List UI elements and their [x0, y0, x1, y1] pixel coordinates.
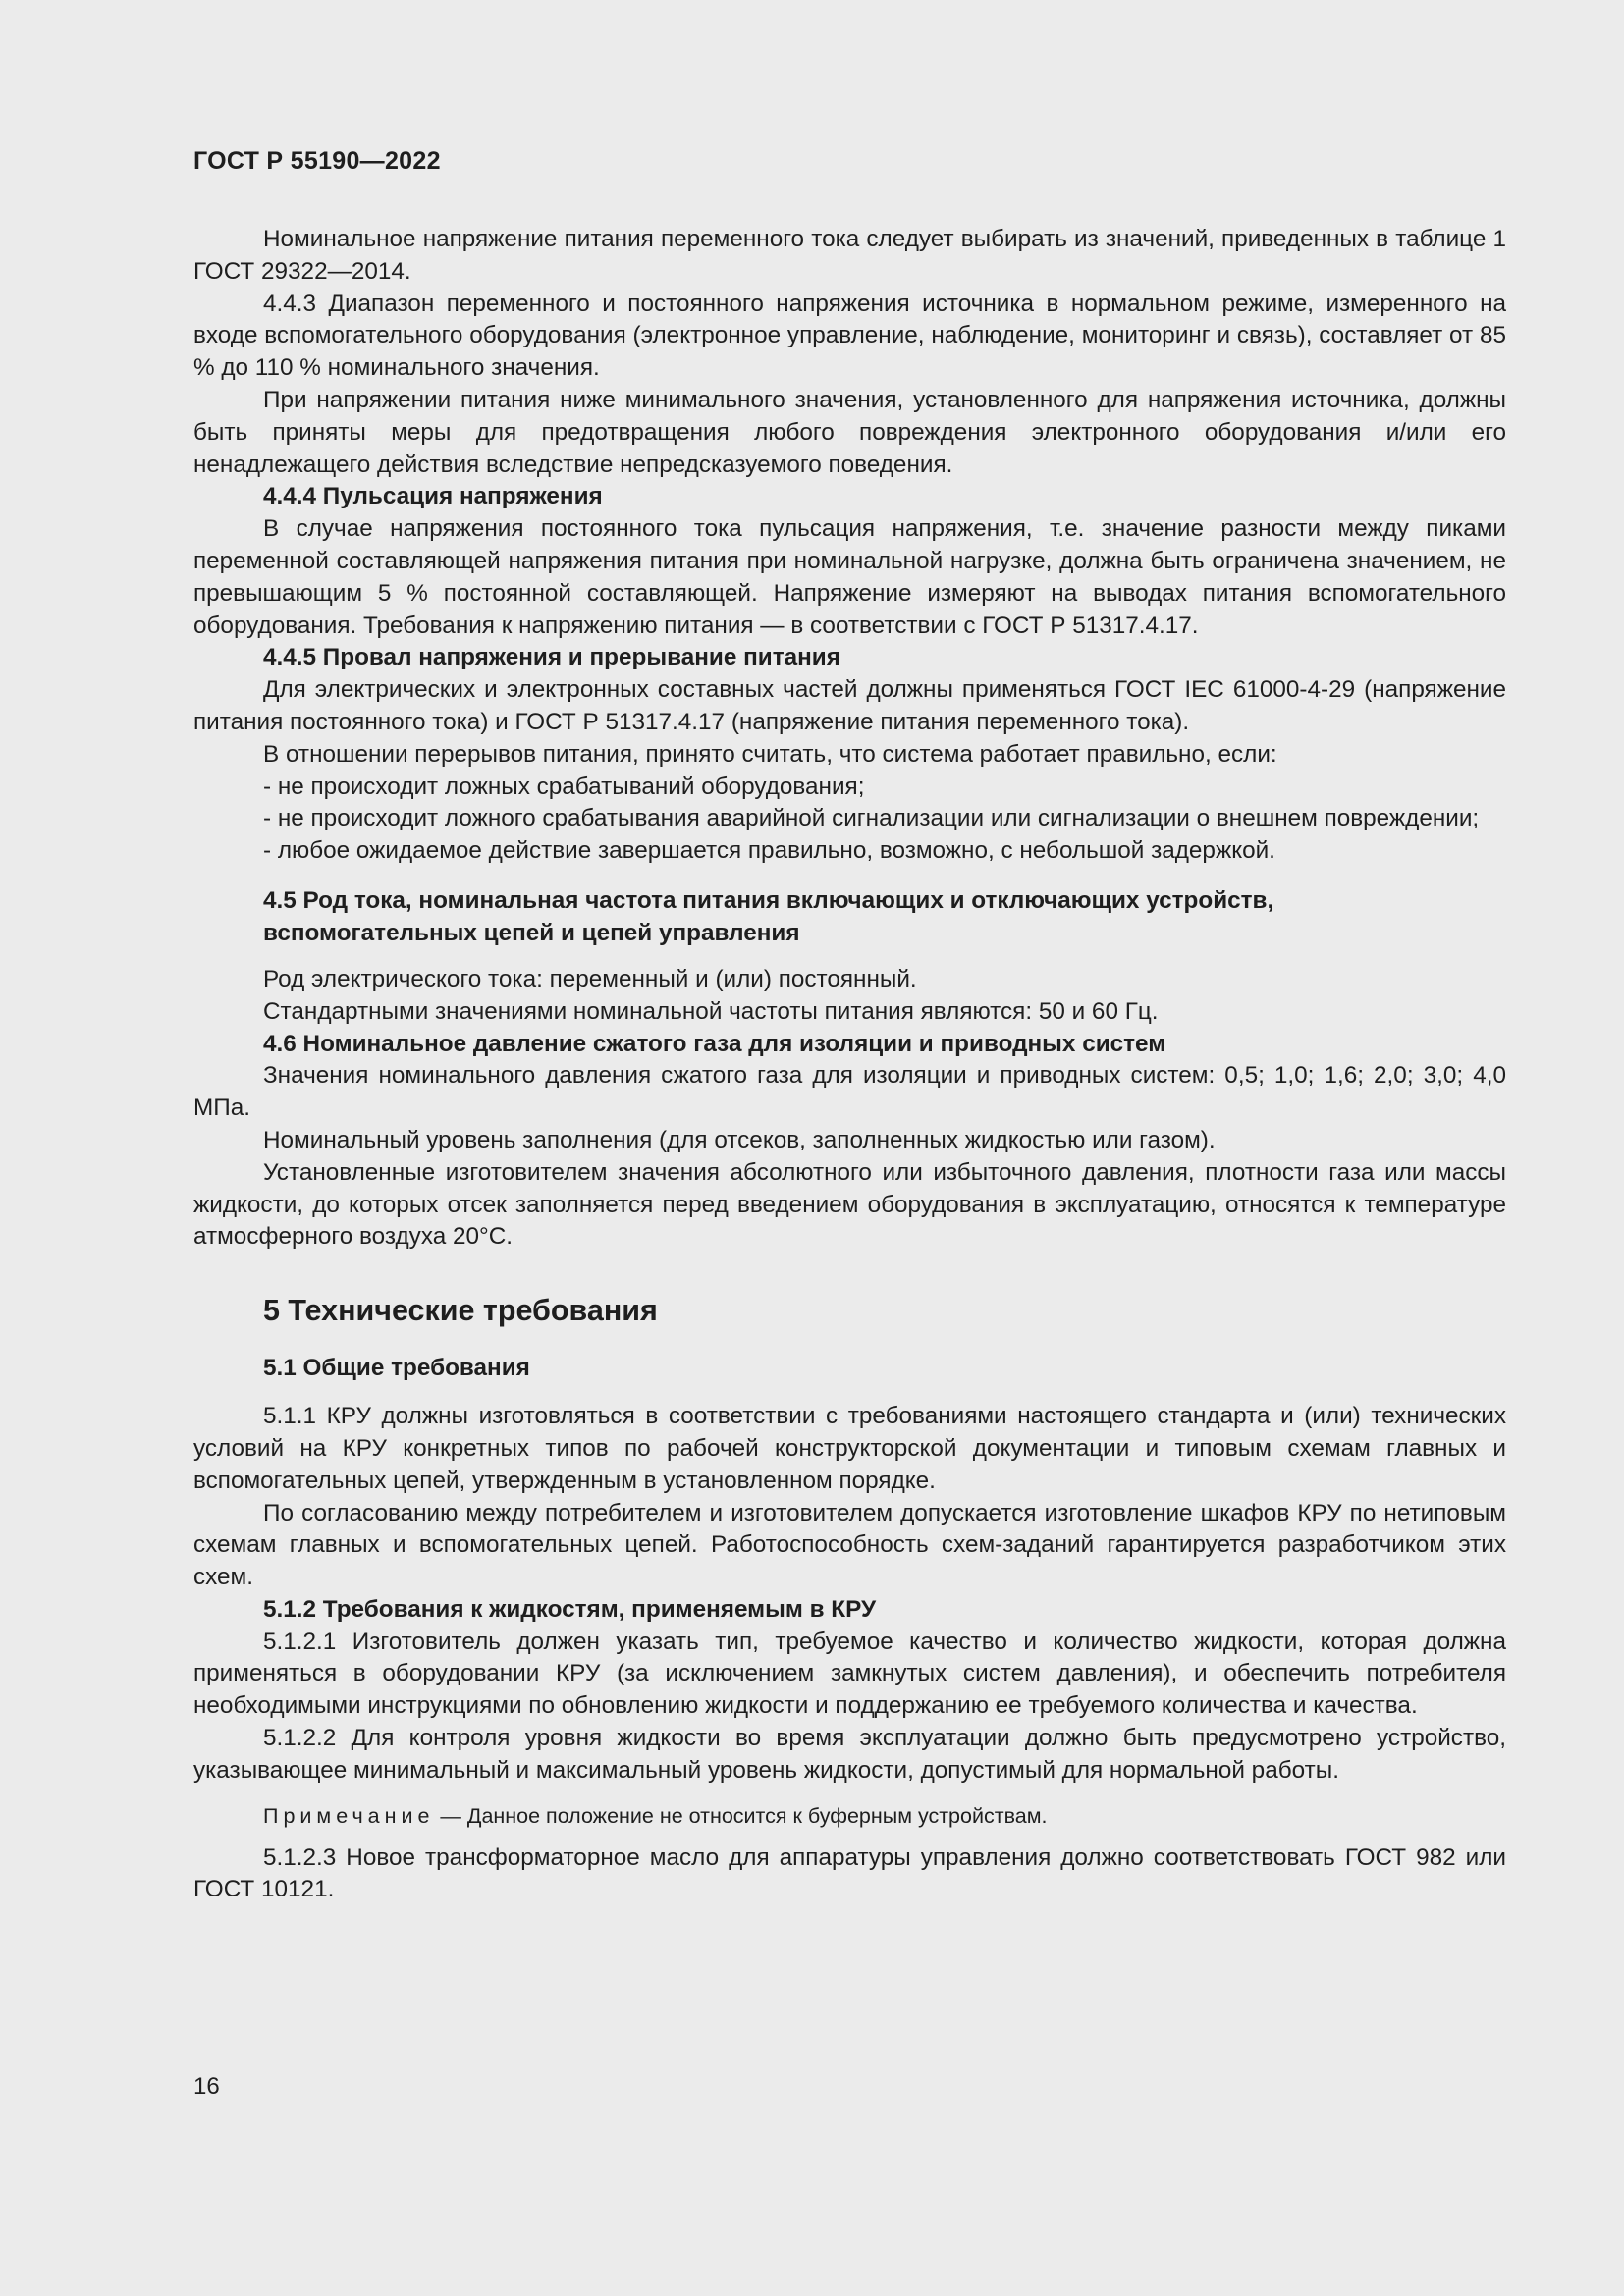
heading-4-5-line2: вспомогательных цепей и цепей управления [263, 919, 800, 946]
note-label: Примечание [263, 1803, 435, 1828]
paragraph: Род электрического тока: переменный и (или) постоянный. [263, 965, 917, 992]
section-heading-5: 5 Технические требования [263, 1294, 658, 1328]
list-item: - не происходит ложного срабатывания аварийной сигнализации или сигнализации о внешнем повреждении; [263, 805, 1480, 832]
heading-4-6: 4.6 Номинальное давление сжатого газа для изоляции и приводных систем [263, 1030, 1166, 1057]
paragraph: В случае напряжения постоянного тока пульсация напряжения, т.е. значение разности между пиками переменной составляющей напряжения питания при номинальной нагрузке, должна быть ограничена значением, не превышающим 5 % постоянной составляющей. Напряжение измеряют на выводах питания вспомогательного оборудования. Требования к напряжению питания — в соответствии с ГОСТ Р 51317.4.17. [193, 515, 1506, 639]
paragraph: Значения номинального давления сжатого газа для изоляции и приводных систем: 0,5; 1,0; 1,6; 2,0; 3,0; 4,0 МПа. [193, 1062, 1506, 1122]
paragraph: Номинальное напряжение питания переменного тока следует выбирать из значений, приведенных в таблице 1 ГОСТ 29322—2014. [193, 226, 1506, 285]
paragraph: При напряжении питания ниже минимального значения, установленного для напряжения источника, должны быть приняты меры для предотвращения любого повреждения электронного оборудования и/или его ненадлежащего действия вследствие непредсказуемого поведения. [193, 386, 1506, 478]
heading-4-4-4: 4.4.4 Пульсация напряжения [263, 483, 603, 510]
paragraph-5-1-1: 5.1.1 КРУ должны изготовляться в соответствии с требованиями настоящего стандарта и (или) технических условий на КРУ конкретных типов по рабочей конструкторской документации и типовым схемам главных и вспомогательных цепей, утвержденным в установленном порядке. [193, 1403, 1506, 1494]
paragraph: Номинальный уровень заполнения (для отсеков, заполненных жидкостью или газом). [263, 1126, 1216, 1153]
heading-5-1-2: 5.1.2 Требования к жидкостям, применяемым в КРУ [263, 1595, 877, 1623]
heading-5-1: 5.1 Общие требования [263, 1355, 530, 1382]
note-text: — Данное положение не относится к буферным устройствам. [434, 1803, 1048, 1828]
list-item: - любое ожидаемое действие завершается правильно, возможно, с небольшой задержкой. [263, 837, 1275, 865]
paragraph-5-1-2-2: 5.1.2.2 Для контроля уровня жидкости во время эксплуатации должно быть предусмотрено устройство, указывающее минимальный и максимальный уровень жидкости, допустимый для нормальной работы. [193, 1725, 1506, 1784]
paragraph: Установленные изготовителем значения абсолютного или избыточного давления, плотности газа или массы жидкости, до которых отсек заполняется перед введением оборудования в эксплуатацию, относятся к температуре атмосферного воздуха 20°С. [193, 1158, 1506, 1251]
page-number: 16 [193, 2073, 220, 2100]
paragraph-5-1-2-3: 5.1.2.3 Новое трансформаторное масло для аппаратуры управления должно соответствовать ГОСТ 982 или ГОСТ 10121. [193, 1843, 1506, 1903]
document-header: ГОСТ Р 55190—2022 [193, 147, 441, 175]
paragraph: В отношении перерывов питания, принято считать, что система работает правильно, если: [263, 740, 1277, 768]
note [193, 1801, 1506, 1831]
heading-4-5 [193, 884, 1506, 949]
list-item: - не происходит ложных срабатываний оборудования; [263, 773, 865, 800]
heading-4-4-5: 4.4.5 Провал напряжения и прерывание питания [263, 644, 840, 671]
page-content [193, 224, 1506, 1906]
paragraph-4-4-3: 4.4.3 Диапазон переменного и постоянного напряжения источника в нормальном режиме, измеренного на входе вспомогательного оборудования (электронное управление, наблюдение, мониторинг и связь), составляет от 85 % до 110 % номинального значения. [193, 290, 1506, 382]
paragraph-5-1-2-1: 5.1.2.1 Изготовитель должен указать тип, требуемое качество и количество жидкости, которая должна применяться в оборудовании КРУ (за исключением замкнутых систем давления), и обеспечить потребителя необходимыми инструкциями по обновлению жидкости и поддержанию ее требуемого количества и качества. [193, 1628, 1506, 1720]
paragraph: Стандартными значениями номинальной частоты питания являются: 50 и 60 Гц. [263, 997, 1159, 1025]
paragraph: По согласованию между потребителем и изготовителем допускается изготовление шкафов КРУ по нетиповым схемам главных и вспомогательных цепей. Работоспособность схем-заданий гарантируется разработчиком этих схем. [193, 1499, 1506, 1591]
heading-4-5-line1: 4.5 Род тока, номинальная частота питания включающих и отключающих устройств, [263, 886, 1274, 914]
paragraph: Для электрических и электронных составных частей должны применяться ГОСТ IEC 61000-4-29 (напряжение питания постоянного тока) и ГОСТ Р 51317.4.17 (напряжение питания переменного тока). [193, 676, 1506, 735]
